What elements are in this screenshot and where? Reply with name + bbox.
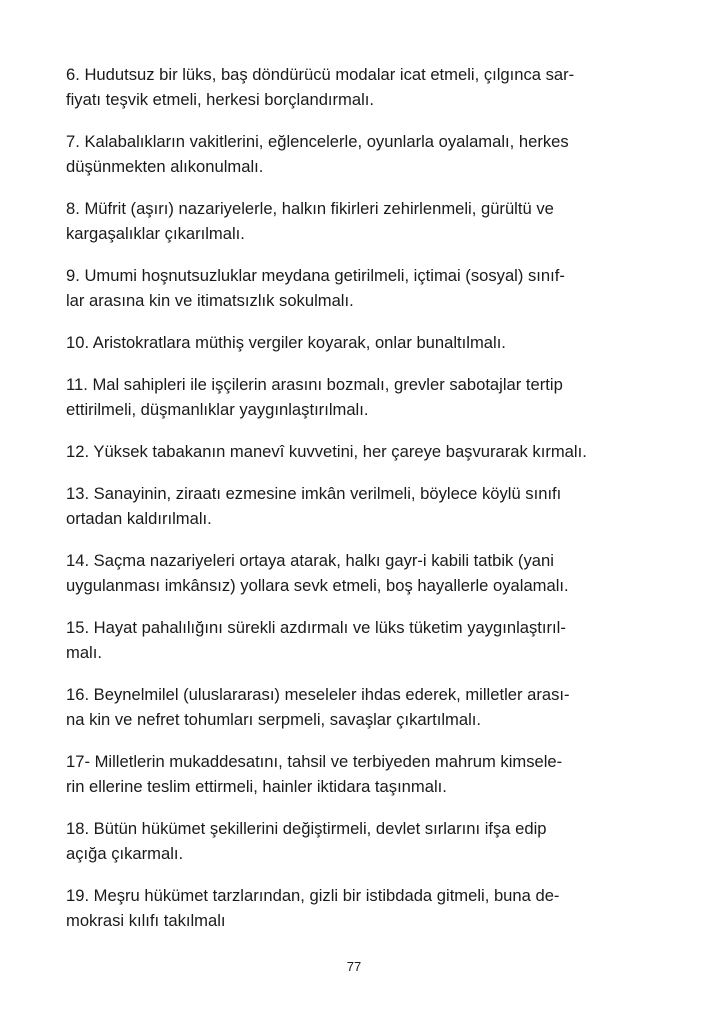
- list-item-17: 17- Milletlerin mukaddesatını, tahsil ve terbiyeden mahrum kimsele- rin ellerine teslim ettirmeli, hainler iktidara taşınmalı.: [66, 752, 563, 796]
- list-item-16: 16. Beynelmilel (uluslararası) meseleler ihdas ederek, milletler arası- na kin ve nefret tohumları serpmeli, savaşlar çıkartılmalı.: [66, 685, 570, 729]
- list-item-18: 18. Bütün hükümet şekillerini değiştirmeli, devlet sırlarını ifşa edip açığa çıkarmalı.: [66, 819, 547, 863]
- list-item-7: 7. Kalabalıkların vakitlerini, eğlencelerle, oyunlarla oyalamalı, herkes düşünmekten alıkonulmalı.: [66, 132, 569, 176]
- list-item-10: 10. Aristokratlara müthiş vergiler koyarak, onlar bunaltılmalı.: [66, 333, 506, 352]
- list-item-6: 6. Hudutsuz bir lüks, baş döndürücü modalar icat etmeli, çılgınca sar- fiyatı teşvik etmeli, herkesi borçlandırmalı.: [66, 65, 575, 109]
- list-item-13: 13. Sanayinin, ziraatı ezmesine imkân verilmeli, böylece köylü sınıfı ortadan kaldırılmalı.: [66, 484, 562, 528]
- list-item-8: 8. Müfrit (aşırı) nazariyelerle, halkın fikirleri zehirlenmeli, gürültü ve kargaşalıklar çıkarılmalı.: [66, 199, 554, 243]
- list-item-15: 15. Hayat pahalılığını sürekli azdırmalı ve lüks tüketim yaygınlaştırıl- malı.: [66, 618, 566, 662]
- list-item-11: 11. Mal sahipleri ile işçilerin arasını bozmalı, grevler sabotajlar tertip ettirilmeli, düşmanlıklar yaygınlaştırılmalı.: [66, 375, 563, 419]
- page-number: 77: [346, 959, 362, 974]
- list-item-9: 9. Umumi hoşnutsuzluklar meydana getirilmeli, içtimai (sosyal) sınıf- lar arasına kin ve itimatsızlık sokulmalı.: [66, 266, 565, 310]
- list-item-12: 12. Yüksek tabakanın manevî kuvvetini, her çareye başvurarak kırmalı.: [66, 442, 587, 461]
- list-item-19: 19. Meşru hükümet tarzlarından, gizli bir istibdada gitmeli, buna de- mokrasi kılıfı takılmalı: [66, 886, 560, 930]
- page-body: [66, 62, 644, 950]
- list-item-14: 14. Saçma nazariyeleri ortaya atarak, halkı gayr-i kabili tatbik (yani uygulanması imkânsız) yollara sevk etmeli, boş hayallerle oyalamalı.: [66, 551, 569, 595]
